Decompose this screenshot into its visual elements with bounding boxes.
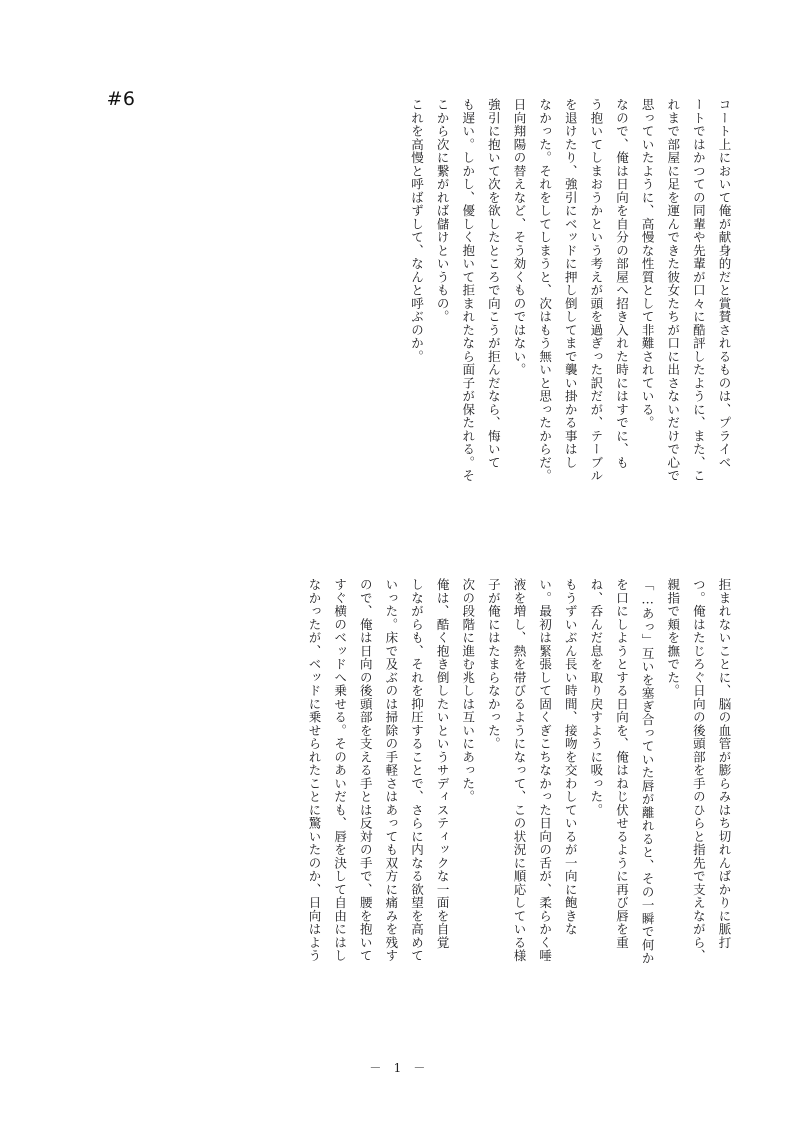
text-line: なかった。それをしてしまうと、次はもう無いと思ったからだ。: [537, 98, 553, 483]
text-line: すぐ横のベッドへ乗せる。そのあいだも、唇を決して自由にはし: [332, 578, 348, 963]
page-number: － 1 －: [369, 1061, 430, 1075]
text-line: 俺は、酷く抱き倒したいというサディスティックな一面を自覚: [435, 578, 451, 949]
text-line: なかったが、ベッドに乗せられたことに驚いたのか、日向はよう: [307, 578, 322, 963]
text-line: 親指で頬を撫でた。: [665, 578, 681, 698]
text-line: も遅い。しかし、優しく抱いて拒まれたなら面子が保たれる。そ: [460, 98, 476, 483]
text-line: コート上において俺が献身的だと賞賛されるものは、プライベ: [717, 98, 732, 469]
text-line: しながらも、それを抑圧することで、さらに内なる欲望を高めて: [409, 578, 425, 963]
text-line: を退けたり、強引にベッドに押し倒してまで襲い掛かる事はし: [563, 98, 579, 469]
body-text-upper: [404, 98, 737, 558]
chapter-heading: #6: [106, 88, 136, 110]
text-line: ートではかつての同輩や先輩が口々に酷評したように、また、こ: [691, 98, 707, 483]
text-line: なので、俺は日向を自分の部屋へ招き入れた時にはすでに、も: [614, 98, 630, 469]
text-line: 次の段階に進む兆しは互いにあった。: [460, 578, 476, 804]
text-line: つ。俺はたじろぐ日向の後頭部を手のひらと指先で支えながら、: [691, 578, 707, 963]
text-line: を口にしようとする日向を、俺はねじ伏せるように再び唇を重: [614, 578, 630, 949]
text-line: こから次に繋がれば儲けというもの。: [435, 98, 451, 324]
text-line: ので、俺は日向の後頭部を支える手とは反対の手で、腰を抱いて: [358, 578, 374, 963]
text-line: い。最初は緊張して固くぎこちなかった日向の舌が、柔らかく唾: [537, 578, 553, 963]
body-text-lower: [301, 578, 737, 1048]
text-line: 子が俺にはたまらなかった。: [486, 578, 502, 751]
text-line: ね、呑んだ息を取り戻すように吸った。: [588, 578, 604, 817]
text-line: 強引に抱いて次を欲したところで向こうが拒んだなら、悔いて: [486, 98, 502, 469]
text-line: う抱いてしまおうかという考えが頭を過ぎった訳だが、テーブル: [588, 98, 604, 483]
text-line: 「…あっ」互いを塞ぎ合っていた唇が離れると、その一瞬で何か: [640, 578, 656, 965]
text-line: 拒まれないことに、脳の血管が膨らみはち切れんばかりに脈打: [717, 578, 732, 949]
text-line: 液を増し、熱を帯びるようになって、この状況に順応している様: [512, 578, 527, 963]
text-line: これを高慢と呼ばずして、なんと呼ぶのか。: [409, 98, 425, 363]
text-line: もうずいぶん長い時間、接吻を交わしているが一向に飽きな: [563, 578, 579, 936]
text-line: いった。床で及ぶのは掃除の手軽さはあっても双方に痛みを残す: [383, 578, 399, 963]
text-line: 思っていたように、高慢な性質として非難されている。: [640, 98, 656, 430]
text-line: れまで部屋に足を運んできた彼女たちが口に出さないだけで心で: [665, 98, 681, 483]
text-line: 日向翔陽の替えなど、そう効くものではない。: [512, 98, 527, 377]
